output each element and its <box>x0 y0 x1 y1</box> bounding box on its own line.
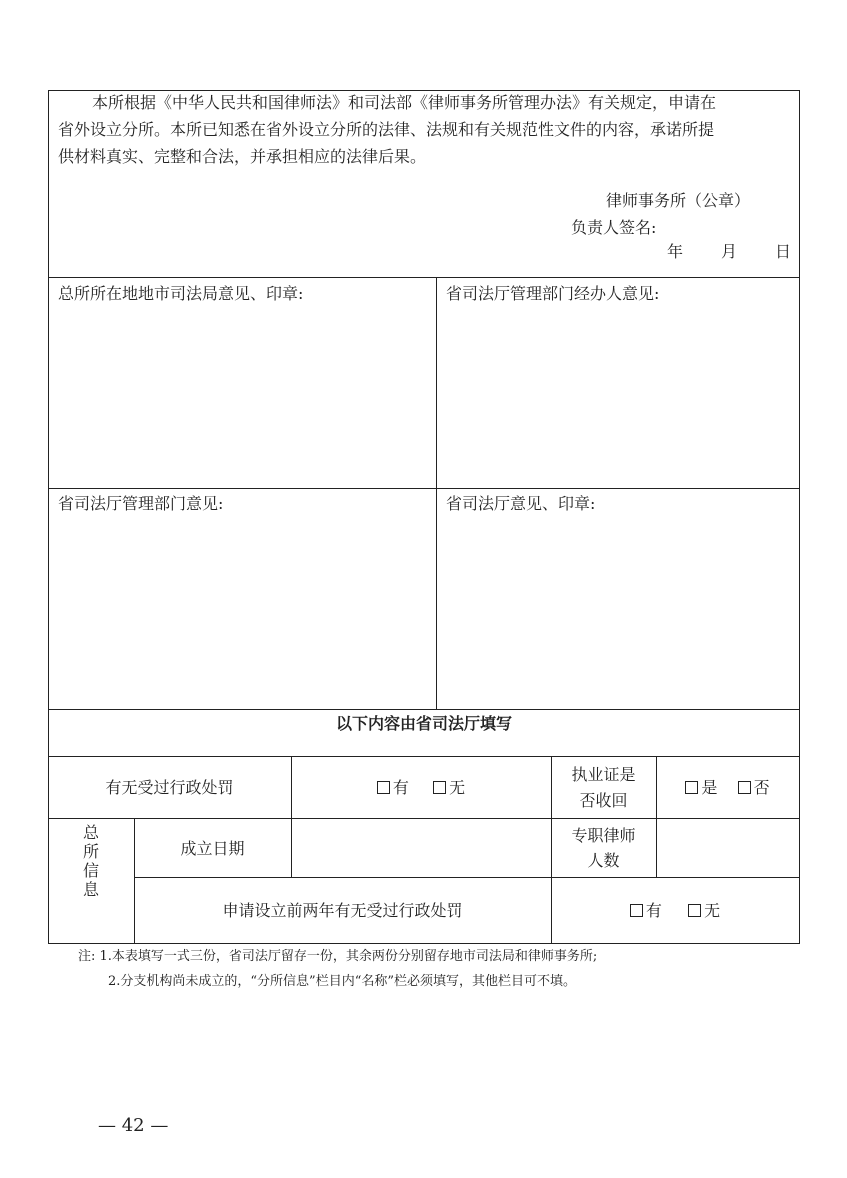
license-no-checkbox[interactable] <box>738 781 751 794</box>
declaration-line-2: 省外设立分所。本所已知悉在省外设立分所的法律、法规和有关规范性文件的内容，承诺所提 <box>58 120 715 139</box>
date-month: 月 <box>721 242 738 261</box>
side-char-3: 信 <box>82 861 99 880</box>
declaration-line-1: 本所根据《中华人民共和国律师法》和司法部《律师事务所管理办法》有关规定，申请在 <box>92 93 717 112</box>
license-label-line-2: 否收回 <box>579 791 628 810</box>
penalty-yes-checkbox[interactable] <box>377 781 390 794</box>
license-yes-label: 是 <box>701 778 718 797</box>
prior-penalty-yes-checkbox[interactable] <box>630 904 643 917</box>
declaration-line-3: 供材料真实、完整和合法，并承担相应的法律后果。 <box>58 147 427 166</box>
side-char-2: 所 <box>82 842 99 861</box>
prior-penalty-no-checkbox[interactable] <box>688 904 701 917</box>
prior-penalty-no-label: 无 <box>704 901 721 920</box>
dept-handler-opinion-label: 省司法厅管理部门经办人意见: <box>446 284 660 303</box>
note-2: 2.分支机构尚未成立的，“分所信息”栏目内“名称”栏必须填写，其他栏目可不填。 <box>108 974 576 989</box>
prior-penalty-label: 申请设立前两年有无受过行政处罚 <box>222 901 463 920</box>
license-no-label: 否 <box>753 778 770 797</box>
penalty-options <box>291 776 551 800</box>
side-char-1: 总 <box>82 823 99 842</box>
section-title: 以下内容由省司法厅填写 <box>335 714 512 733</box>
city-bureau-opinion-label: 总所所在地地市司法局意见、印章: <box>58 284 304 303</box>
date-day: 日 <box>775 242 792 261</box>
penalty-no-label: 无 <box>449 778 466 797</box>
fulltime-lawyers-label-line-1: 专职律师 <box>571 826 636 845</box>
fulltime-lawyers-label-line-2: 人数 <box>587 851 620 870</box>
date-year: 年 <box>667 242 684 261</box>
established-date-label: 成立日期 <box>180 839 245 858</box>
page-number: — 42 — <box>98 1115 169 1136</box>
license-yes-checkbox[interactable] <box>685 781 698 794</box>
note-1: 注: 1.本表填写一式三份，省司法厅留存一份，其余两份分别留存地市司法局和律师事务所; <box>78 949 598 964</box>
fulltime-lawyers-field[interactable] <box>657 819 798 876</box>
penalty-yes-label: 有 <box>392 778 409 797</box>
prior-penalty-yes-label: 有 <box>645 901 662 920</box>
dept-opinion-label: 省司法厅管理部门意见: <box>58 494 224 513</box>
province-opinion-label: 省司法厅意见、印章: <box>446 494 596 513</box>
established-date-field[interactable] <box>292 819 550 876</box>
side-char-4: 息 <box>82 880 99 899</box>
seal-label: 律师事务所（公章） <box>606 191 751 210</box>
license-label-line-1: 执业证是 <box>571 765 636 784</box>
license-options <box>656 776 799 800</box>
prior-penalty-options <box>551 899 799 923</box>
penalty-no-checkbox[interactable] <box>433 781 446 794</box>
signature-label: 负责人签名: <box>571 218 657 237</box>
branch-info-side-label <box>48 823 134 899</box>
penalty-label: 有无受过行政处罚 <box>105 778 234 797</box>
